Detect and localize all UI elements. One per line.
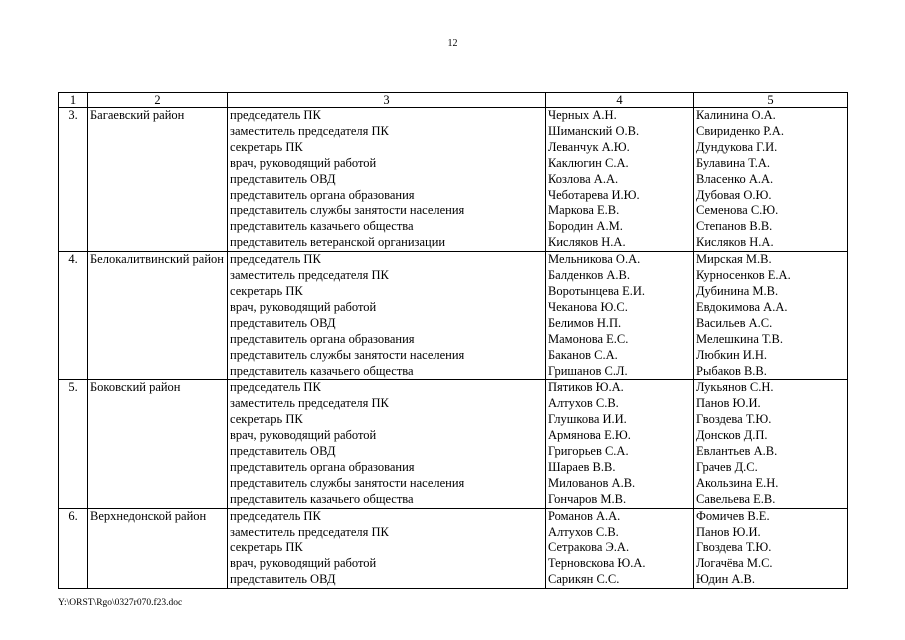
reserve-name: Булавина Т.А.	[696, 155, 770, 170]
reserve-name: Гвоздева Т.Ю.	[696, 412, 772, 427]
commission-table	[58, 92, 848, 589]
role-line: представитель ОВД	[230, 444, 336, 459]
reserve-name: Любкин И.Н.	[696, 347, 768, 362]
role-line: представитель ОВД	[230, 315, 336, 330]
member-name: Алтухов С.В.	[548, 396, 619, 411]
member-name: Бородин А.М.	[548, 219, 623, 234]
member-name: Романов А.А.	[548, 508, 621, 523]
member-name: Белимов Н.П.	[548, 315, 622, 330]
role-line: председатель ПК	[230, 508, 321, 523]
member-name: Гришанов С.Л.	[548, 363, 628, 378]
members-cell	[546, 108, 694, 252]
role-line: представитель казачьего общества	[230, 219, 414, 234]
role-line: врач, руководящий работой	[230, 299, 377, 314]
reserve-name: Рыбаков В.В.	[696, 363, 767, 378]
member-name: Леванчук А.Ю.	[548, 139, 630, 154]
reserve-name: Грачев Д.С.	[696, 459, 758, 474]
header-col-1: 1	[59, 93, 88, 108]
reserves-cell	[694, 108, 848, 252]
member-name: Баканов С.А.	[548, 347, 618, 362]
member-name: Маркова Е.В.	[548, 203, 620, 218]
header-col-5: 5	[694, 93, 848, 108]
reserves-cell	[694, 508, 848, 589]
members-cell	[546, 252, 694, 380]
row-number: 5.	[59, 380, 88, 508]
reserve-name: Логачёва М.С.	[696, 556, 773, 571]
member-name: Чеботарева И.Ю.	[548, 187, 640, 202]
reserves-cell	[694, 252, 848, 380]
reserve-name: Кисляков Н.А.	[696, 235, 774, 250]
role-line: представитель ОВД	[230, 171, 336, 186]
reserve-name: Семенова С.Ю.	[696, 203, 779, 218]
table-row	[59, 252, 848, 380]
reserve-name: Степанов В.В.	[696, 219, 773, 234]
page-number: 12	[447, 38, 458, 49]
member-name: Козлова А.А.	[548, 171, 619, 186]
roles-cell	[228, 380, 546, 508]
role-line: председатель ПК	[230, 108, 321, 122]
role-line: представитель органа образования	[230, 459, 415, 474]
table-header-row	[59, 93, 848, 108]
reserve-name: Свириденко Р.А.	[696, 123, 784, 138]
reserve-name: Курносенков Е.А.	[696, 268, 791, 283]
row-number: 4.	[59, 252, 88, 380]
member-name: Глушкова И.И.	[548, 412, 627, 427]
reserve-name: Дундукова Г.И.	[696, 139, 778, 154]
reserve-name: Мелешкина Т.В.	[696, 331, 784, 346]
member-name: Сетракова Э.А.	[548, 540, 630, 555]
table-row	[59, 508, 848, 589]
member-name: Балденков А.В.	[548, 268, 631, 283]
member-name: Шиманский О.В.	[548, 123, 640, 138]
table-body	[59, 108, 848, 589]
member-name: Кисляков Н.А.	[548, 235, 626, 250]
reserve-name: Лукьянов С.Н.	[696, 380, 774, 395]
role-line: председатель ПК	[230, 252, 321, 267]
members-cell	[546, 508, 694, 589]
reserves-cell	[694, 380, 848, 508]
district-name: Багаевский район	[88, 108, 228, 252]
role-line: представитель службы занятости населения	[230, 203, 465, 218]
member-name: Алтухов С.В.	[548, 524, 619, 539]
member-name: Армянова Е.Ю.	[548, 428, 631, 443]
district-name: Боковский район	[88, 380, 228, 508]
reserve-name: Донсков Д.П.	[696, 428, 768, 443]
table-row	[59, 380, 848, 508]
member-name: Мамонова Е.С.	[548, 331, 629, 346]
reserve-name: Калинина О.А.	[696, 108, 776, 122]
member-name: Каклюгин С.А.	[548, 155, 629, 170]
member-name: Шараев В.В.	[548, 459, 616, 474]
role-line: представитель ОВД	[230, 572, 336, 587]
role-line: врач, руководящий работой	[230, 155, 377, 170]
role-line: секретарь ПК	[230, 412, 303, 427]
role-line: врач, руководящий работой	[230, 556, 377, 571]
reserve-name: Акользина Е.Н.	[696, 475, 779, 490]
role-line: представитель службы занятости населения	[230, 475, 465, 490]
member-name: Черных А.Н.	[548, 108, 617, 122]
reserve-name: Евдокимова А.А.	[696, 299, 788, 314]
role-line: представитель ветеранской организации	[230, 235, 446, 250]
member-name: Сарикян С.С.	[548, 572, 620, 587]
reserve-name: Юдин А.В.	[696, 572, 756, 587]
role-line: заместитель председателя ПК	[230, 396, 389, 411]
reserve-name: Гвоздева Т.Ю.	[696, 540, 772, 555]
reserve-name: Дубинина М.В.	[696, 283, 779, 298]
role-line: представитель казачьего общества	[230, 491, 414, 506]
member-name: Воротынцева Е.И.	[548, 283, 646, 298]
row-number: 3.	[59, 108, 88, 252]
reserve-name: Дубовая О.Ю.	[696, 187, 772, 202]
reserve-name: Мирская М.В.	[696, 252, 772, 267]
members-cell	[546, 380, 694, 508]
member-name: Терновскова Ю.А.	[548, 556, 646, 571]
district-name: Верхнедонской район	[88, 508, 228, 589]
district-name: Белокалитвинский район	[88, 252, 228, 380]
member-name: Пятиков Ю.А.	[548, 380, 624, 395]
header-col-4: 4	[546, 93, 694, 108]
reserve-name: Панов Ю.И.	[696, 396, 761, 411]
role-line: представитель органа образования	[230, 331, 415, 346]
row-number: 6.	[59, 508, 88, 589]
header-col-3: 3	[228, 93, 546, 108]
reserve-name: Власенко А.А.	[696, 171, 774, 186]
reserve-name: Савельева Е.В.	[696, 491, 776, 506]
role-line: заместитель председателя ПК	[230, 268, 389, 283]
role-line: секретарь ПК	[230, 540, 303, 555]
role-line: врач, руководящий работой	[230, 428, 377, 443]
role-line: председатель ПК	[230, 380, 321, 395]
table-row	[59, 108, 848, 252]
reserve-name: Панов Ю.И.	[696, 524, 761, 539]
role-line: представитель казачьего общества	[230, 363, 414, 378]
member-name: Милованов А.В.	[548, 475, 636, 490]
reserve-name: Васильев А.С.	[696, 315, 773, 330]
roles-cell	[228, 108, 546, 252]
roles-cell	[228, 508, 546, 589]
role-line: представитель службы занятости населения	[230, 347, 465, 362]
role-line: представитель органа образования	[230, 187, 415, 202]
header-col-2: 2	[88, 93, 228, 108]
roles-cell	[228, 252, 546, 380]
member-name: Мельникова О.А.	[548, 252, 641, 267]
role-line: заместитель председателя ПК	[230, 524, 389, 539]
reserve-name: Фомичев В.Е.	[696, 508, 770, 523]
role-line: секретарь ПК	[230, 283, 303, 298]
role-line: заместитель председателя ПК	[230, 123, 389, 138]
footer-file-path: Y:\ORST\Rgo\0327r070.f23.doc	[58, 598, 183, 608]
member-name: Гончаров М.В.	[548, 491, 627, 506]
member-name: Чеканова Ю.С.	[548, 299, 628, 314]
role-line: секретарь ПК	[230, 139, 303, 154]
member-name: Григорьев С.А.	[548, 444, 629, 459]
reserve-name: Евлантьев А.В.	[696, 444, 778, 459]
